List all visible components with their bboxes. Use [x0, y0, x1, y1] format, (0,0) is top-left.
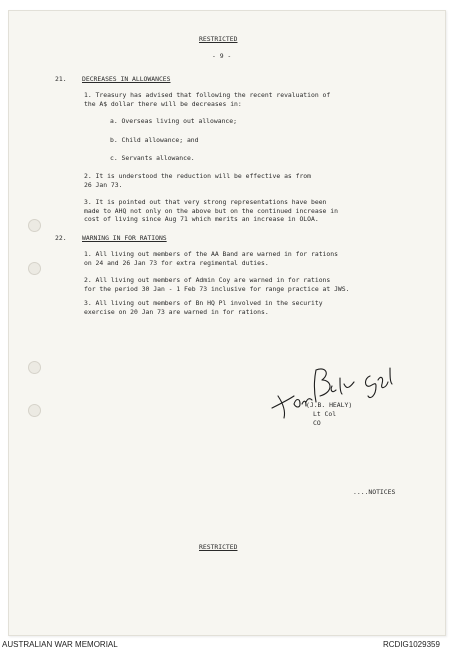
punch-hole — [28, 361, 41, 374]
archive-credit: AUSTRALIAN WAR MEMORIAL — [2, 640, 118, 649]
continuation-note: ....NOTICES — [353, 488, 396, 496]
section-number: 22. — [55, 234, 67, 242]
section-heading: WARNING IN FOR RATIONS — [82, 234, 167, 242]
paragraph-line: cost of living since Aug 71 which merits an increase in OLOA. — [84, 215, 319, 223]
classification-footer: RESTRICTED — [199, 543, 238, 551]
list-item: c. Servants allowance. — [110, 154, 195, 162]
paragraph-line: 1. Treasury has advised that following the recent revaluation of — [84, 91, 331, 99]
paragraph-line: made to AHQ not only on the above but on the continued increase in — [84, 207, 338, 215]
handwritten-signature — [270, 360, 410, 420]
punch-hole — [28, 262, 41, 275]
section-number: 21. — [55, 75, 67, 83]
paragraph-line: 2. It is understood the reduction will be effective as from — [84, 172, 312, 180]
signatory-title: CO — [313, 419, 321, 427]
punch-hole — [28, 404, 41, 417]
paragraph-line: on 24 and 26 Jan 73 for extra regimental duties. — [84, 259, 269, 267]
paragraph-line: 1. All living out members of the AA Band are warned in for rations — [84, 250, 338, 258]
paragraph-line: 2. All living out members of Admin Coy are warned in for rations — [84, 276, 331, 284]
paragraph-line: 26 Jan 73. — [84, 181, 123, 189]
signatory-name: (J.B. HEALY) — [306, 401, 353, 409]
list-item: b. Child allowance; and — [110, 136, 199, 144]
paragraph-line: the A$ dollar there will be decreases in: — [84, 100, 242, 108]
paragraph-line: 3. It is pointed out that very strong representations have been — [84, 198, 327, 206]
paragraph-line: exercise on 20 Jan 73 are warned in for rations. — [84, 308, 269, 316]
archive-reference: RCDIG1029359 — [383, 640, 440, 649]
signatory-rank: Lt Col — [313, 410, 337, 418]
paragraph-line: for the period 30 Jan - 1 Feb 73 inclusive for range practice at JWS. — [84, 285, 350, 293]
page-number: - 9 - — [212, 52, 232, 60]
paragraph-line: 3. All living out members of Bn HQ Pl involved in the security — [84, 299, 323, 307]
section-heading: DECREASES IN ALLOWANCES — [82, 75, 171, 83]
list-item: a. Overseas living out allowance; — [110, 117, 237, 125]
punch-hole — [28, 219, 41, 232]
classification-header: RESTRICTED — [199, 35, 238, 43]
